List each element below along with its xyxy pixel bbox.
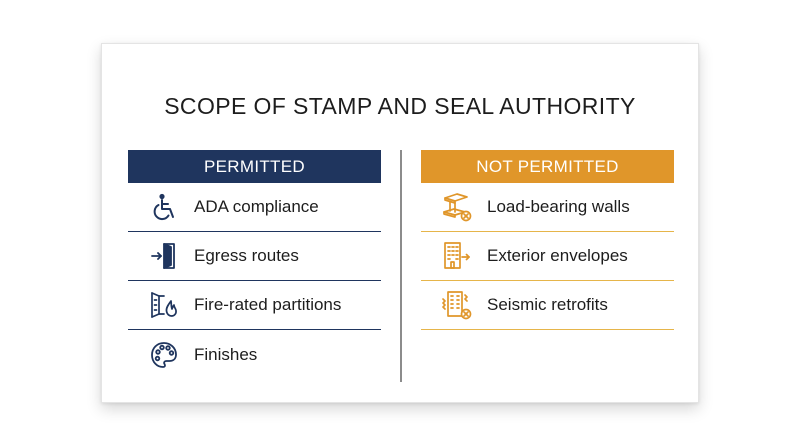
list-item xyxy=(421,183,674,232)
not-permitted-header: NOT PERMITTED xyxy=(421,150,674,183)
steel-beam-icon xyxy=(441,191,473,223)
seismic-building-icon xyxy=(441,289,473,321)
item-label: Exterior envelopes xyxy=(487,246,628,265)
fire-wall-icon xyxy=(148,289,180,321)
permitted-header: PERMITTED xyxy=(128,150,381,183)
list-item xyxy=(421,232,674,281)
page-title: SCOPE OF STAMP AND SEAL AUTHORITY xyxy=(164,93,636,119)
list-item xyxy=(128,330,381,379)
building-exterior-icon xyxy=(441,240,473,272)
item-label: Seismic retrofits xyxy=(487,295,608,314)
list-item xyxy=(128,183,381,232)
item-label: Fire-rated partitions xyxy=(194,295,342,314)
list-item xyxy=(128,281,381,330)
exit-door-icon xyxy=(148,240,180,272)
item-label: Load-bearing walls xyxy=(487,197,630,216)
column-divider xyxy=(400,150,402,382)
wheelchair-icon xyxy=(148,191,180,223)
authority-card xyxy=(101,43,699,403)
not-permitted-column xyxy=(421,150,674,330)
item-label: ADA compliance xyxy=(194,197,319,216)
item-label: Egress routes xyxy=(194,246,299,265)
permitted-column xyxy=(128,150,381,379)
list-item xyxy=(421,281,674,330)
item-label: Finishes xyxy=(194,344,258,364)
paint-palette-icon xyxy=(148,339,180,371)
list-item xyxy=(128,232,381,281)
